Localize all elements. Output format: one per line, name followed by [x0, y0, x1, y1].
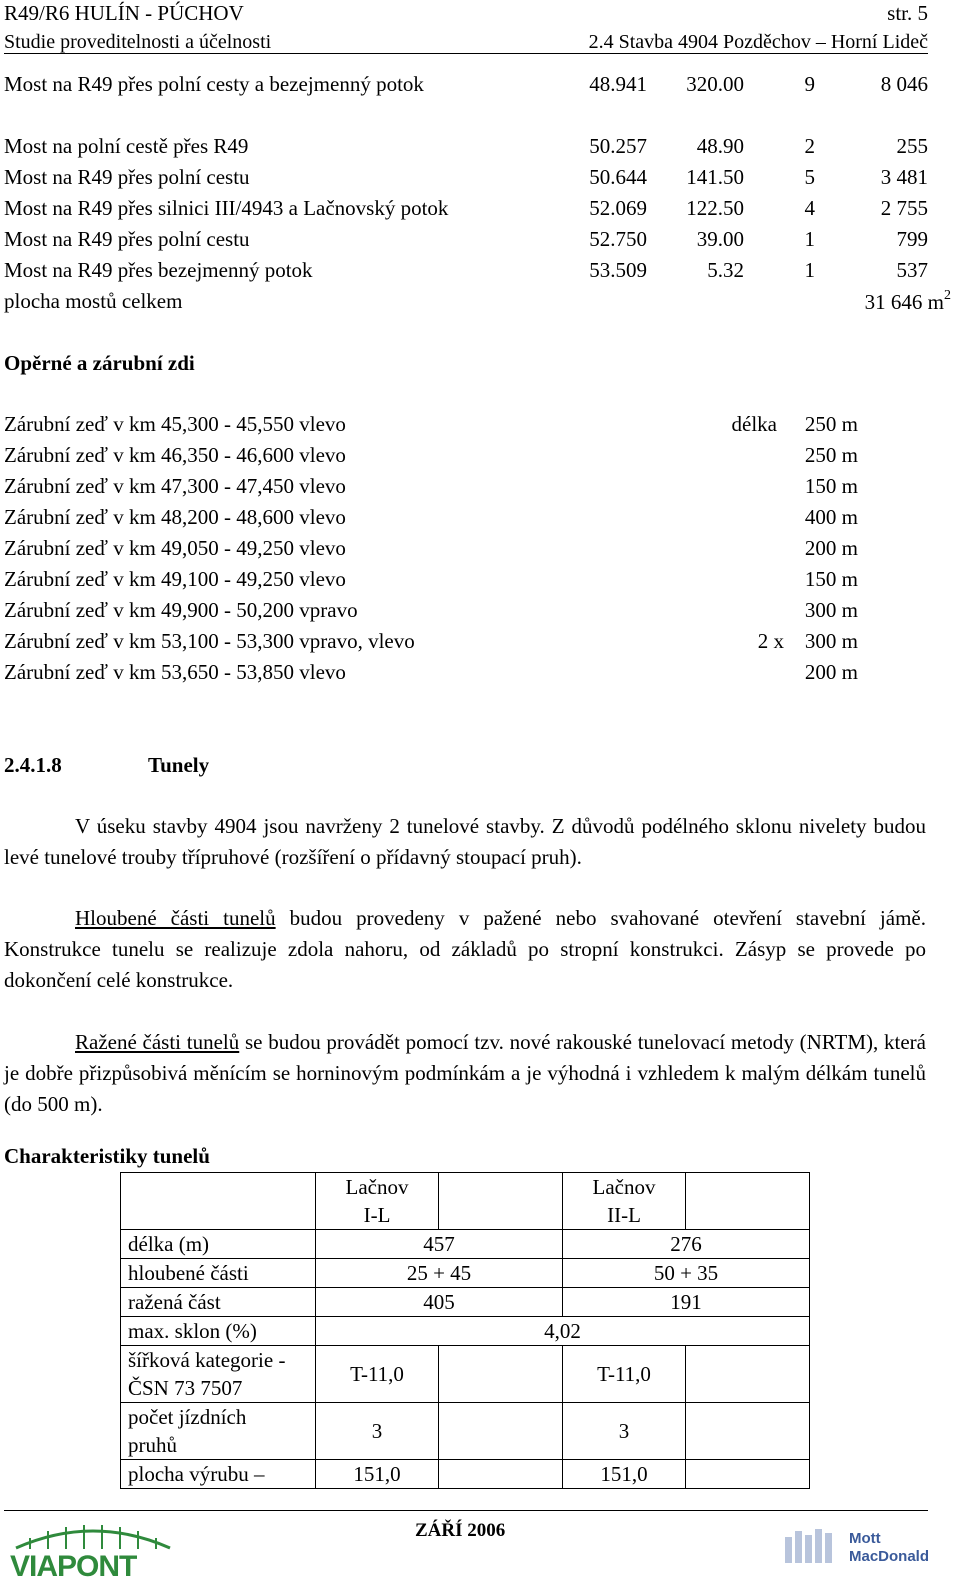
wall-length: 200 m: [804, 660, 858, 684]
bridge-count: 4: [804, 196, 815, 220]
section-number: 2.4.1.8: [4, 753, 62, 777]
bridge-count: 5: [804, 165, 815, 189]
bridge-area: 3 481: [880, 165, 928, 189]
wall-name: Zárubní zeď v km 49,050 - 49,250 vlevo: [4, 536, 346, 560]
table-cell: 4,02: [316, 1317, 810, 1346]
row-label: [121, 1346, 316, 1403]
viapont-logo-graphic: [8, 1518, 178, 1578]
row-label: hloubené části: [121, 1259, 316, 1288]
bridge-area: 8 046: [880, 72, 928, 96]
bridge-name: Most na R49 přes polní cestu: [4, 227, 250, 251]
bridge-count: 1: [804, 227, 815, 251]
wall-name: Zárubní zeď v km 53,650 - 53,850 vlevo: [4, 660, 346, 684]
header-rule: [4, 53, 928, 54]
table-cell-empty: [686, 1346, 810, 1403]
bridge-area: 2 755: [880, 196, 928, 220]
table-cell-empty: [439, 1460, 563, 1489]
document-code: R49/R6 HULÍN - PÚCHOV: [4, 1, 244, 25]
bridge-count: 2: [804, 134, 815, 158]
bridge-km: 50.257: [589, 134, 647, 158]
wall-length: 200 m: [804, 536, 858, 560]
table-cell: 276: [563, 1230, 810, 1259]
mott-macdonald-graphic: [783, 1525, 933, 1565]
bridge-area: 255: [896, 134, 928, 158]
column-header-line: II-L: [607, 1203, 641, 1227]
table-cell-empty: [686, 1403, 810, 1460]
bridge-name: Most na R49 přes silnici III/4943 a Lačnovský potok: [4, 196, 449, 220]
tunnel-characteristics-heading: Charakteristiky tunelů: [4, 1144, 210, 1168]
bridge-count: 9: [804, 72, 815, 96]
wall-name: Zárubní zeď v km 48,200 - 48,600 vlevo: [4, 505, 346, 529]
bridge-name: Most na R49 přes bezejmenný potok: [4, 258, 313, 282]
paragraph-tunnels-intro: V úseku stavby 4904 jsou navrženy 2 tunelové stavby. Z důvodů podélného sklonu nivelety budou levé tunelové trouby třípruhové (rozšíření o přídavný stoupací pruh).: [4, 814, 926, 869]
column-header-tunnel-2: [563, 1173, 686, 1230]
wall-length: 150 m: [804, 474, 858, 498]
row-label: délka (m): [121, 1230, 316, 1259]
wall-name: Zárubní zeď v km 47,300 - 47,450 vlevo: [4, 474, 346, 498]
wall-name: Zárubní zeď v km 45,300 - 45,550 vlevo: [4, 412, 346, 436]
tunnel-characteristics-table: [120, 1172, 810, 1489]
bridge-length: 39.00: [696, 227, 744, 251]
bridge-length: 5.32: [707, 258, 744, 282]
mott-macdonald-logo: [783, 1525, 933, 1565]
bridge-length: 122.50: [686, 196, 744, 220]
table-row: [121, 1288, 810, 1317]
wall-length: 250 m: [804, 443, 858, 467]
cut-and-cover-text: budou provedeny v pažené nebo svahované otevření stavební jámě. Konstrukce tunelu se realizuje zdola nahoru, od základů po stropní konstrukci. Zásyp se provede po dokončení celé konstrukce.: [4, 906, 926, 992]
macdonald-wordmark: MacDonald: [849, 1548, 930, 1565]
wall-prefix: 2 x: [757, 629, 784, 653]
column-header-line: Lačnov: [592, 1175, 656, 1199]
table-cell: 191: [563, 1288, 810, 1317]
row-label: max. sklon (%): [121, 1317, 316, 1346]
bridges-total-sup: 2: [944, 288, 951, 303]
wall-name: Zárubní zeď v km 49,100 - 49,250 vlevo: [4, 567, 346, 591]
column-header-line: Lačnov: [345, 1175, 409, 1199]
column-header-tunnel-1: [316, 1173, 439, 1230]
mined-text: se budou provádět pomocí tzv. nové rakouské tunelovací metody (NRTM), která je dobře přizpůsobivá měnícím se horninovým podmínkám a je výhodná i vzhledem k malým délkám tunelů (do 500 m).: [4, 1030, 926, 1116]
bridge-name: Most na R49 přes polní cestu: [4, 165, 250, 189]
row-label: [121, 1403, 316, 1460]
bridge-length: 320.00: [686, 72, 744, 96]
page-number: str. 5: [887, 1, 928, 25]
table-cell-empty: [439, 1346, 563, 1403]
bridges-total-value: [864, 288, 951, 314]
table-cell: 50 + 35: [563, 1259, 810, 1288]
column-header-line: I-L: [363, 1203, 391, 1227]
table-row: [121, 1317, 810, 1346]
cut-and-cover-term: Hloubené části tunelů: [75, 906, 276, 930]
table-cell-empty: [121, 1173, 316, 1230]
mott-wordmark: Mott: [849, 1530, 881, 1547]
wall-prefix: délka: [731, 412, 777, 436]
wall-length: 300 m: [804, 598, 858, 622]
table-cell-empty: [439, 1173, 563, 1230]
table-row: [121, 1460, 810, 1489]
table-row: [121, 1346, 810, 1403]
table-cell-empty: [439, 1403, 563, 1460]
wall-length: 400 m: [804, 505, 858, 529]
row-label: plocha výrubu –: [121, 1460, 316, 1489]
section-heading: Tunely: [148, 753, 210, 777]
walls-heading: Opěrné a zárubní zdi: [4, 351, 195, 375]
section-title: 2.4 Stavba 4904 Pozděchov – Horní Lideč: [588, 31, 928, 53]
bridge-km: 52.750: [589, 227, 647, 251]
row-label: ražená část: [121, 1288, 316, 1317]
table-cell: T-11,0: [316, 1346, 439, 1403]
wall-name: Zárubní zeď v km 49,900 - 50,200 vpravo: [4, 598, 358, 622]
study-title: Studie proveditelnosti a účelnosti: [4, 31, 272, 53]
bridge-km: 52.069: [589, 196, 647, 220]
wall-name: Zárubní zeď v km 53,100 - 53,300 vpravo, vlevo: [4, 629, 415, 653]
table-cell: T-11,0: [563, 1346, 686, 1403]
bridge-name: Most na polní cestě přes R49: [4, 134, 249, 158]
table-row: [121, 1259, 810, 1288]
table-cell: 457: [316, 1230, 563, 1259]
bridge-length: 141.50: [686, 165, 744, 189]
row-label-line: pruhů: [128, 1433, 177, 1457]
bridge-area: 537: [896, 258, 928, 282]
bridge-length: 48.90: [696, 134, 744, 158]
table-row: [121, 1230, 810, 1259]
table-cell-empty: [686, 1173, 810, 1230]
bridge-count: 1: [804, 258, 815, 282]
bridge-km: 50.644: [589, 165, 647, 189]
bridges-total-label: plocha mostů celkem: [4, 289, 183, 313]
bridge-km: 48.941: [589, 72, 647, 96]
mined-term: Ražené části tunelů: [75, 1030, 240, 1054]
wall-length: 150 m: [804, 567, 858, 591]
table-cell: 151,0: [316, 1460, 439, 1489]
wall-length: 300 m: [804, 629, 858, 653]
row-label-line: ČSN 73 7507: [128, 1376, 243, 1400]
table-cell: 3: [316, 1403, 439, 1460]
viapont-wordmark: VIAPONT: [10, 1550, 137, 1578]
row-label-line: počet jízdních: [128, 1405, 247, 1429]
bridge-name: Most na R49 přes polní cesty a bezejmenný potok: [4, 72, 424, 96]
table-cell: 25 + 45: [316, 1259, 563, 1288]
table-cell: 405: [316, 1288, 563, 1317]
bridge-km: 53.509: [589, 258, 647, 282]
wall-length: 250 m: [804, 412, 858, 436]
table-row: [121, 1403, 810, 1460]
table-cell-empty: [686, 1460, 810, 1489]
viapont-logo: [8, 1518, 178, 1578]
table-cell: 3: [563, 1403, 686, 1460]
table-cell: 151,0: [563, 1460, 686, 1489]
table-header-row: [121, 1173, 810, 1230]
footer-date: ZÁŘÍ 2006: [415, 1520, 506, 1541]
bridges-total-number: 31 646 m: [864, 290, 944, 314]
bridge-area: 799: [896, 227, 928, 251]
paragraph-mined: [4, 1027, 926, 1120]
footer-rule: [4, 1510, 928, 1511]
wall-name: Zárubní zeď v km 46,350 - 46,600 vlevo: [4, 443, 346, 467]
row-label-line: šířková kategorie -: [128, 1348, 286, 1372]
paragraph-cut-and-cover: [4, 903, 926, 996]
